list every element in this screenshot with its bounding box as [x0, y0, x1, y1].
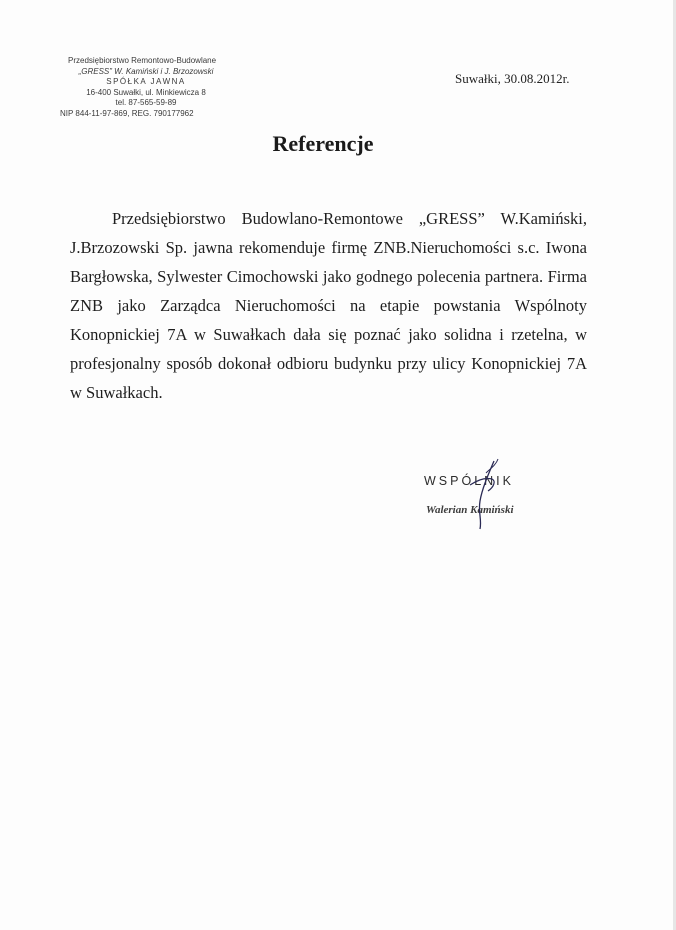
handwritten-signature	[436, 455, 526, 535]
signature-name-stamp: Walerian Kamiński	[426, 504, 514, 516]
company-stamp	[60, 56, 232, 119]
stamp-address: 16-400 Suwałki, ul. Minkiewicza 8	[86, 87, 206, 97]
document-date: Suwałki, 30.08.2012r.	[455, 71, 570, 86]
document-title: Referencje	[272, 131, 374, 156]
reference-body	[70, 204, 587, 407]
stamp-registration: NIP 844-11-97-869, REG. 790177962	[60, 108, 194, 118]
stamp-company-form: SPÓŁKA JAWNA	[106, 77, 186, 86]
signature-role-stamp: WSPÓLNIK	[424, 474, 514, 488]
stamp-company-type: Przedsiębiorstwo Remontowo-Budowlane	[68, 56, 217, 65]
reference-paragraph: Przedsiębiorstwo Budowlano-Remontowe „GRESS” W.Kamiński, J.Brzozowski Sp. jawna rekomenduje firmę ZNB.Nieruchomości s.c. Iwona Bargłowska, Sylwester Cimochowski jako godnego polecenia partnera. Firma ZNB jako Zarządca Nieruchomości na etapie powstania Wspólnoty Konopnickiej 7A w Suwałkach dała się poznać jako solidna i rzetelna, w profesjonalny sposób dokonał odbioru budynku przy ulicy Konopnickiej 7A w Suwałkach.	[70, 209, 587, 402]
stamp-phone: tel. 87-565-59-89	[115, 98, 177, 107]
stamp-company-name: „GRESS” W. Kamiński i J. Brzozowski	[78, 66, 214, 76]
